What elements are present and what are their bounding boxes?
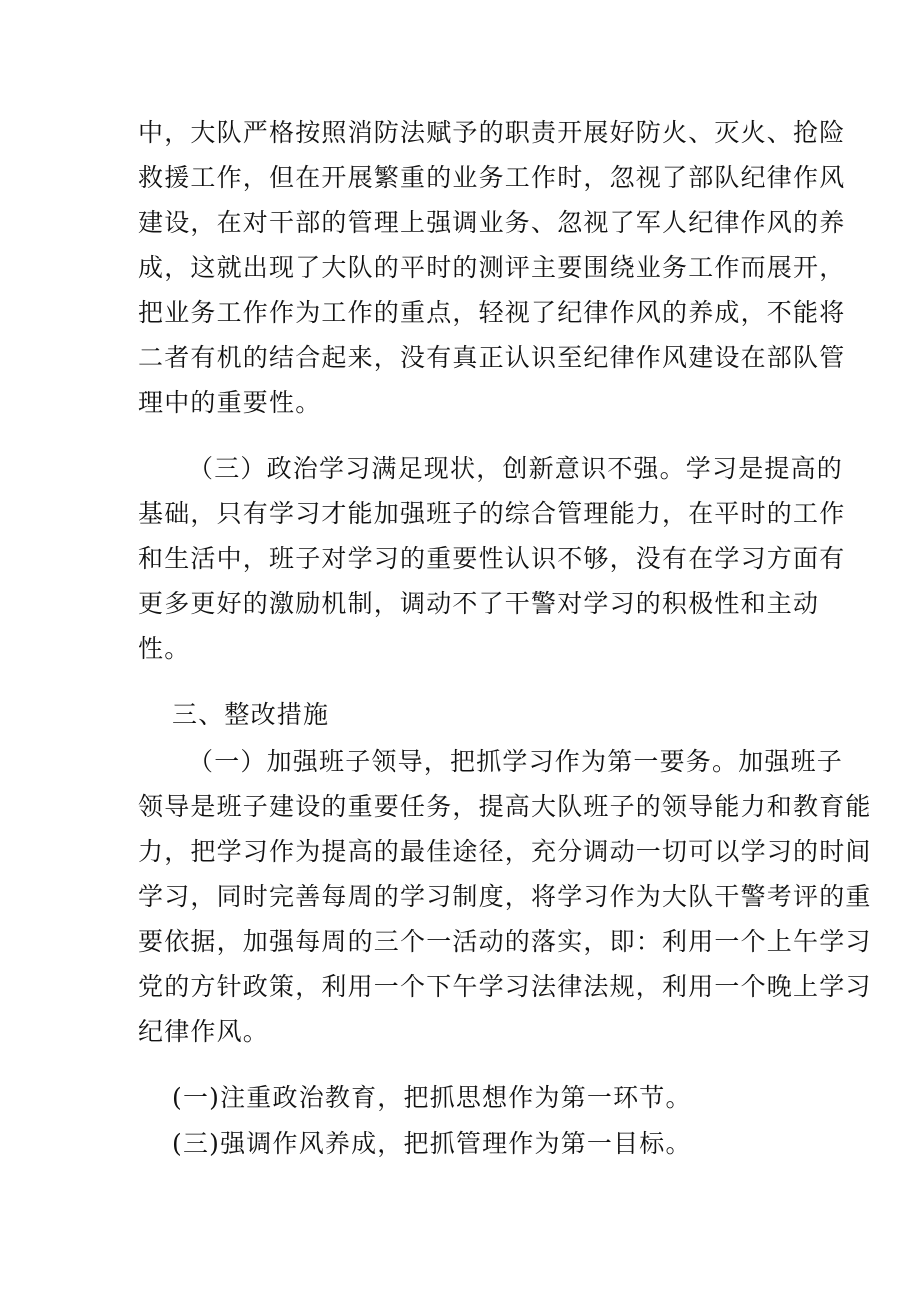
paragraph-3-line-1: （一）加强班子领导，把抓学习作为第一要务。加强班子 (188, 747, 844, 776)
paragraph-1-line-7: 理中的重要性。 (138, 388, 322, 417)
paragraph-3-line-2: 领导是班子建设的重要任务，提高大队班子的领导能力和教育能 (138, 792, 872, 821)
paragraph-3-line-6: 党的方针政策，利用一个下午学习法律法规，利用一个晚上学习 (138, 972, 872, 1001)
paragraph-3-line-3: 力，把学习作为提高的最佳途径，充分调动一切可以学习的时间 (138, 837, 872, 866)
paragraph-2-line-5: 性。 (138, 634, 191, 663)
paragraph-3-line-7: 纪律作风。 (138, 1017, 270, 1046)
paragraph-1-line-6: 二者有机的结合起来，没有真正认识至纪律作风建设在部队管 (138, 343, 846, 372)
paragraph-2-line-3: 和生活中，班子对学习的重要性认识不够，没有在学习方面有 (138, 544, 846, 573)
paragraph-1-line-2: 救援工作，但在开展繁重的业务工作时，忽视了部队纪律作风 (138, 163, 846, 192)
paragraph-3-line-4: 学习，同时完善每周的学习制度，将学习作为大队干警考评的重 (138, 882, 872, 911)
item-2: (一)注重政治教育，把抓思想作为第一环节。 (172, 1083, 692, 1112)
paragraph-2-line-4: 更多更好的激励机制，调动不了干警对学习的积极性和主动 (138, 589, 820, 618)
paragraph-1-line-3: 建设，在对干部的管理上强调业务、忽视了军人纪律作风的养 (138, 208, 846, 237)
item-3: (三)强调作风养成，把抓管理作为第一目标。 (172, 1129, 692, 1158)
paragraph-1-line-4: 成，这就出现了大队的平时的测评主要围绕业务工作而展开， (138, 253, 846, 282)
paragraph-1-line-1: 中，大队严格按照消防法赋予的职责开展好防火、灭火、抢险 (138, 118, 846, 147)
section-heading: 三、整改措施 (172, 700, 330, 729)
paragraph-1-line-5: 把业务工作作为工作的重点，轻视了纪律作风的养成，不能将 (138, 298, 846, 327)
paragraph-2-line-2: 基础，只有学习才能加强班子的综合管理能力，在平时的工作 (138, 499, 846, 528)
paragraph-3-line-5: 要依据，加强每周的三个一活动的落实，即：利用一个上午学习 (138, 927, 872, 956)
paragraph-2-line-1: （三）政治学习满足现状，创新意识不强。学习是提高的 (188, 454, 844, 483)
